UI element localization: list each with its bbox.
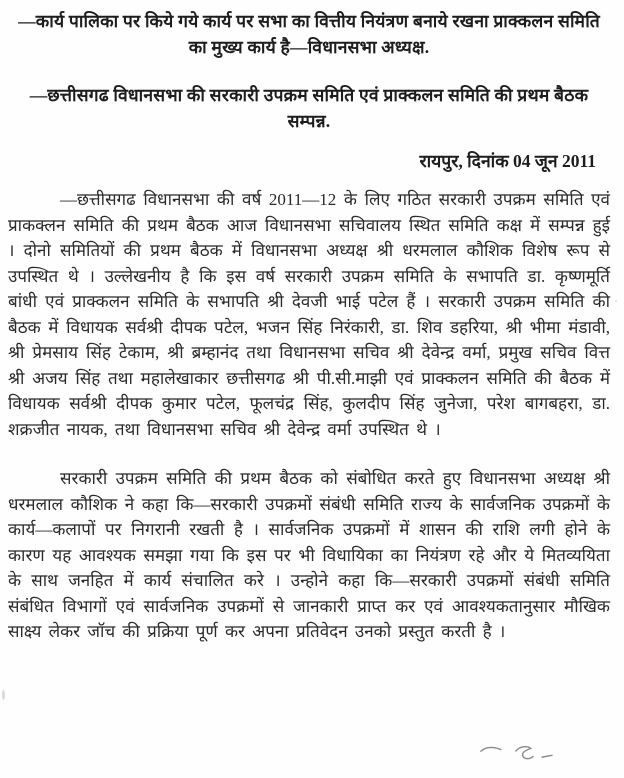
headline-first-meeting: —छत्तीसगढ विधानसभा की सरकारी उपक्रम समिति एवं प्राक्कलन समिति की प्रथम बैठक सम्पन्न. [29, 85, 589, 131]
headline-financial-control: —कार्य पालिका पर किये गये कार्य पर सभा का वित्तीय नियंत्रण बनाये रखना प्राक्कलन समिति का मुख्य कार्य है—विधानसभा अध्यक्ष. [18, 11, 600, 57]
scan-artifact [2, 690, 5, 700]
handwritten-squiggle-icon [477, 737, 556, 772]
paragraph-speaker-address: सरकारी उपक्रम समिति की प्रथम बैठक को संबोधित करते हुए विधानसभा अध्यक्ष श्री धरमलाल कौशिक ने कहा कि—सरकारी उपक्रमों संबंधी समिति राज्य के सार्वजनिक उपक्रमों के कार्य—कलापों पर निगरानी रखती है । सार्वजनिक उपक्रमों में शासन की राशि लगी होने के कारण यह आवश्यक समझा गया कि इस पर भी विधायिका का नियंत्रण रहे और ये मितव्ययिता के साथ जनहित में कार्य संचालित करे । उन्होने कहा कि—सरकारी उपक्रमों संबंधी समिति संबंधित विभागों एवं सार्वजनिक उपक्रमों से जानकारी प्राप्त कर एवं आवश्यकतानुसार मौखिक साक्ष्य लेकर जॉच की प्रक्रिया पूर्ण कर अपना प्रतिवेदन उनको प्रस्तुत करती है । [8, 469, 610, 641]
handwritten-page-number [477, 737, 556, 772]
paragraph-meeting-report: —छत्तीसगढ विधानसभा की वर्ष 2011—12 के लिए गठित सरकारी उपक्रम समिति एवं प्राकक्लन समिति की प्रथम बैठक आज विधानसभा सचिवालय स्थित समिति कक्ष में सम्पन्न हुई । दोनो समितियों की प्रथम बैठक में विधानसभा अध्यक्ष श्री धरमलाल कौशिक विशेष रूप से उपस्थित थे । उल्लेखनीय है कि इस वर्ष सरकारी उपक्रम समिति के सभापति डा. कृष्णमूर्ति बांधी एवं प्राक्कलन समिति के सभापति श्री देवजी भाई पटेल हैं । सरकारी उपक्रम समिति की बैठक में विधायक सर्वश्री दीपक पटेल, भजन सिंह निरंकारी, डा. शिव डहरिया, श्री भीमा मंडावी, श्री प्रेमसाय सिंह टेकाम, श्री ब्रम्हानंद तथा विधानसभा सचिव श्री देवेन्द्र वर्मा, प्रमुख सचिव वित्त श्री अजय सिंह तथा महालेखाकार छत्तीसगढ श्री पी.सी.माझी एवं प्राक्कलन समिति की बैठक में विधायक सर्वश्री दीपक कुमार पटेल, फूलचंद्र सिंह, कुलदीप सिंह जुनेजा, परेश बागबहरा, डा. शक्रजीत नायक, तथा विधानसभा सचिव श्री देवेन्द्र वर्मा उपस्थित थे । [8, 190, 610, 439]
dateline: रायपुर, दिनांक 04 जून 2011 [419, 151, 596, 171]
scan-artifact [615, 300, 617, 302]
